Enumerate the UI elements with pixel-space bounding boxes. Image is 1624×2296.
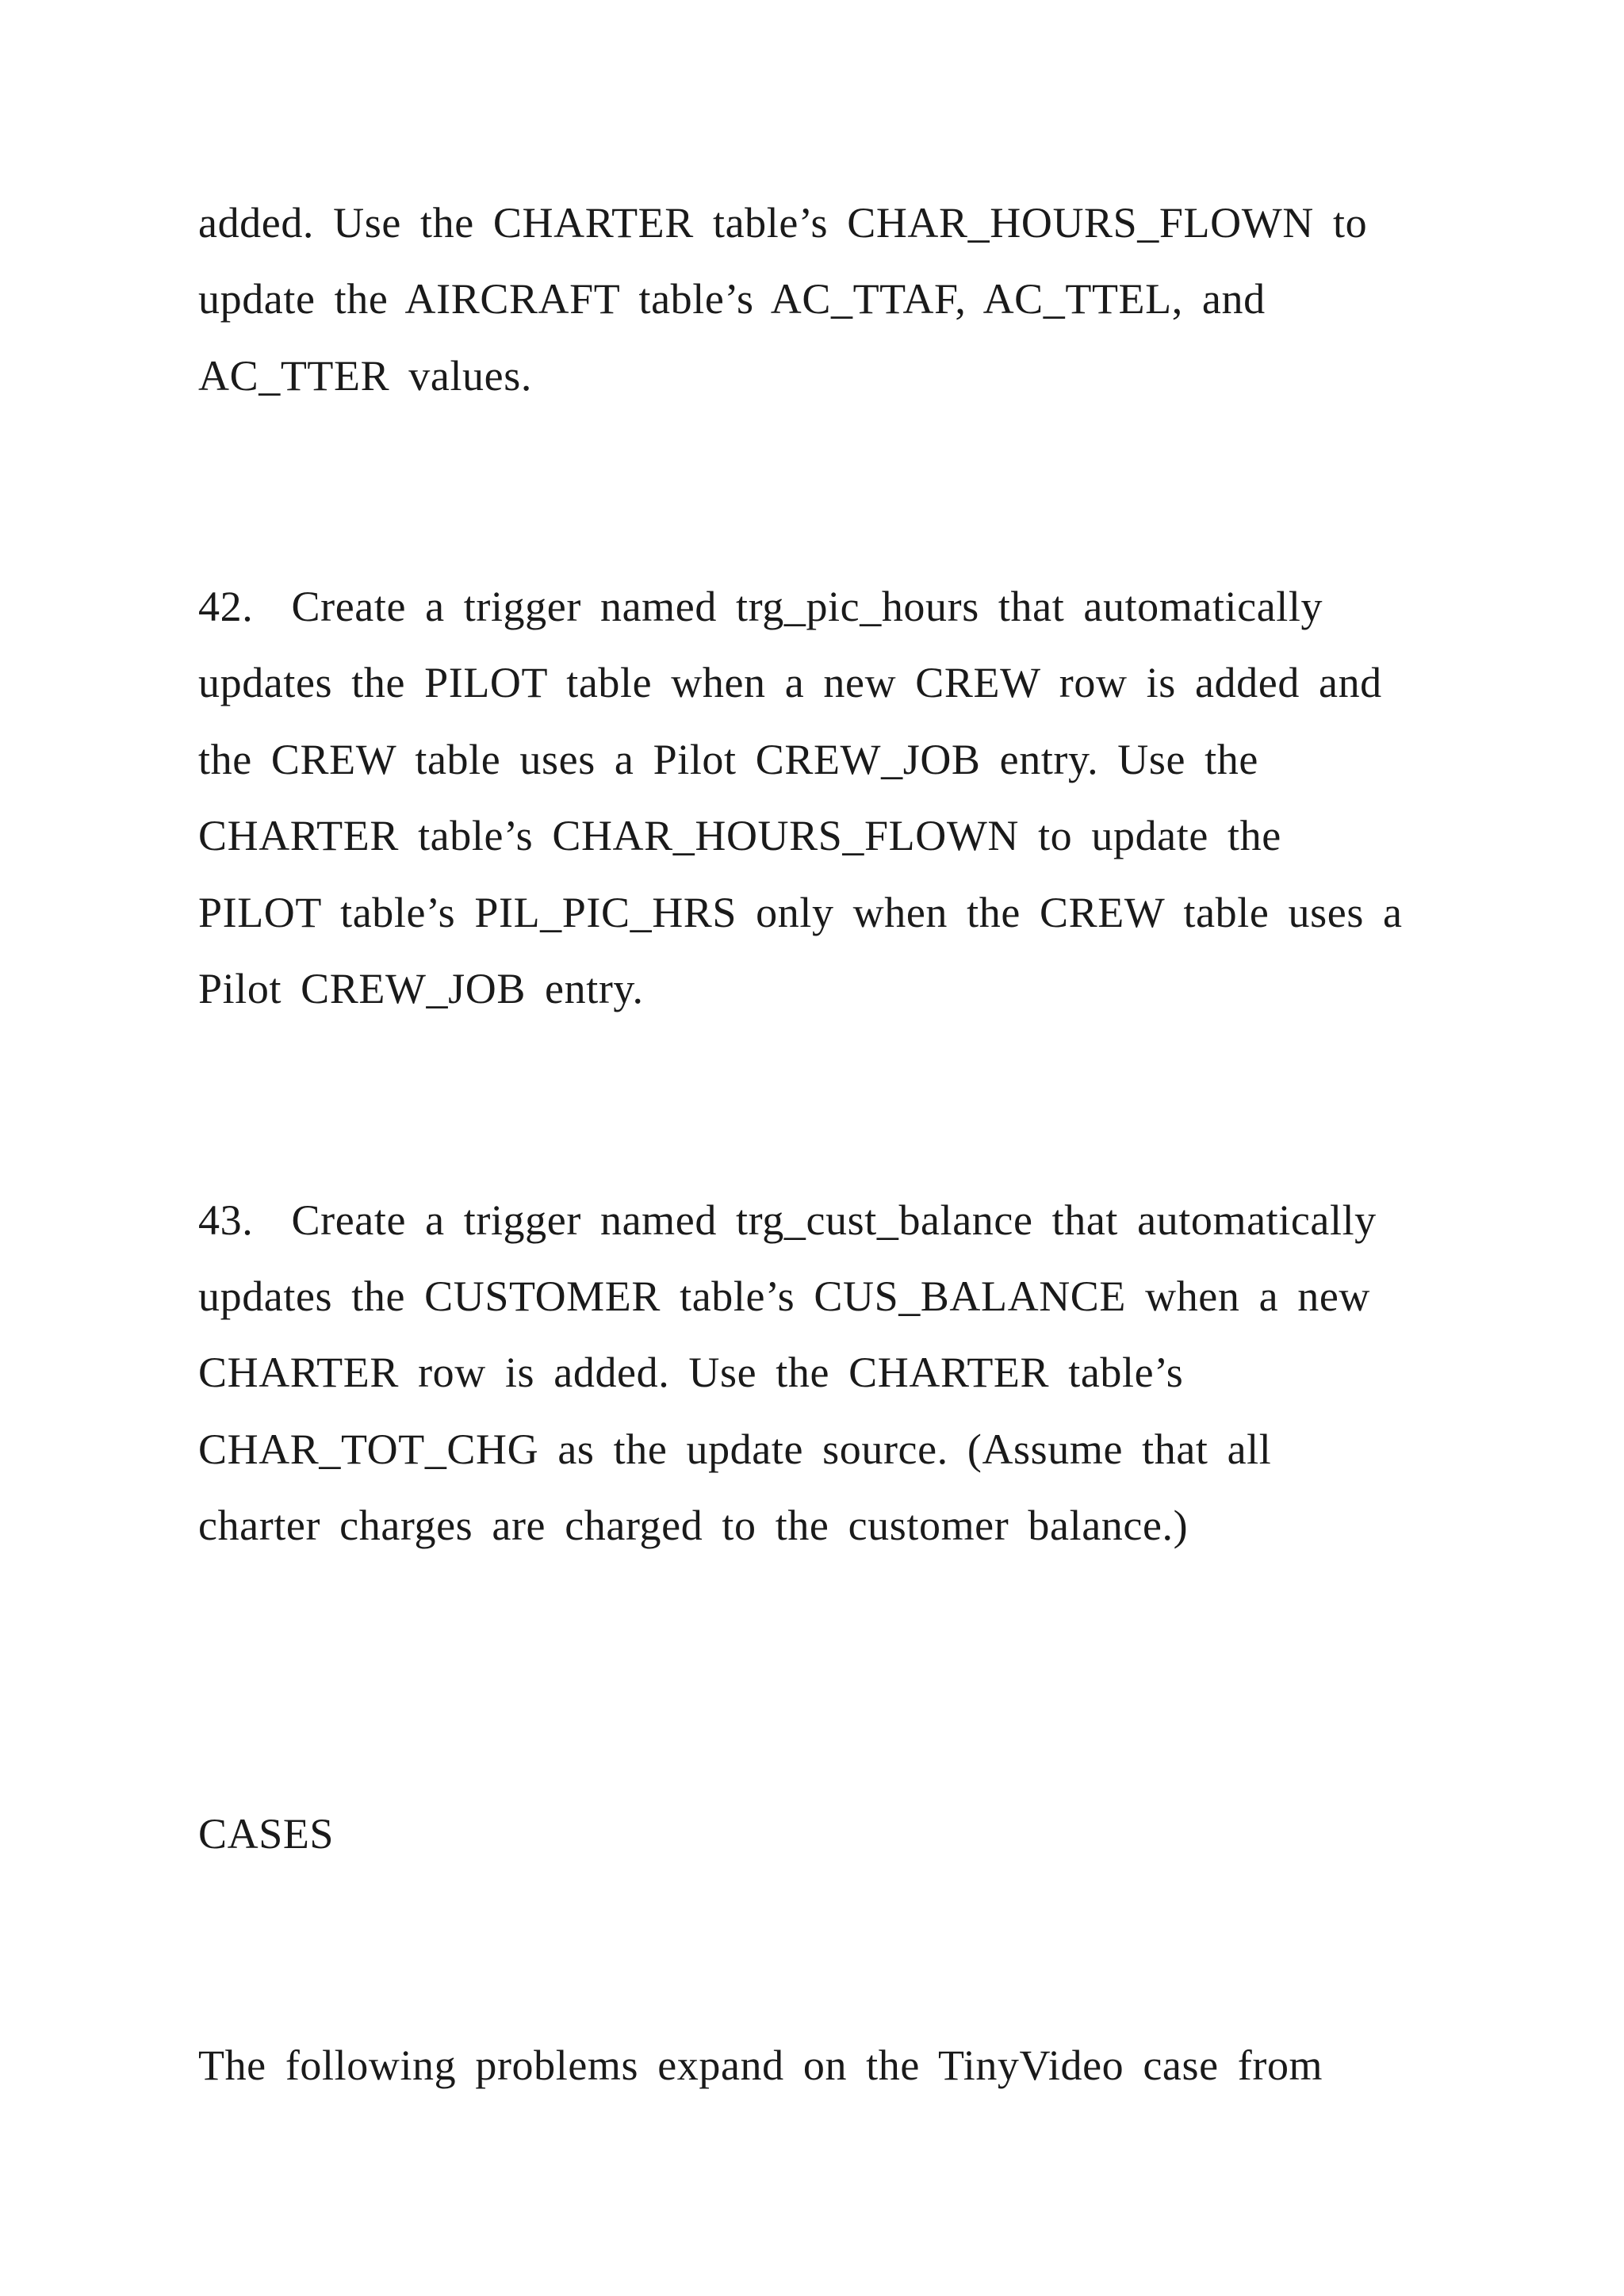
text-line: PILOT table’s PIL_PIC_HRS only when the CREW table uses a [198, 889, 1403, 936]
text-line: The following problems expand on the TinyVideo case from [198, 2042, 1323, 2089]
section-heading-cases: CASES [198, 1810, 335, 1858]
text-line: CHARTER row is added. Use the CHARTER table’s [198, 1349, 1184, 1396]
text-line: update the AIRCRAFT table’s AC_TTAF, AC_TTEL, and [198, 275, 1266, 323]
text-line: AC_TTER values. [198, 352, 532, 400]
text-line: 43. Create a trigger named trg_cust_balance that automatically [198, 1196, 1377, 1244]
text-line: 42. Create a trigger named trg_pic_hours that automatically [198, 583, 1323, 630]
text-line: CHARTER table’s CHAR_HOURS_FLOWN to update the [198, 812, 1281, 859]
text-line: updates the CUSTOMER table’s CUS_BALANCE when a new [198, 1272, 1370, 1320]
text-line: added. Use the CHARTER table’s CHAR_HOURS_FLOWN to [198, 199, 1368, 247]
text-line: updates the PILOT table when a new CREW row is added and [198, 659, 1382, 706]
text-line: the CREW table uses a Pilot CREW_JOB entry. Use the [198, 736, 1258, 783]
text-line: CHAR_TOT_CHG as the update source. (Assume that all [198, 1425, 1272, 1473]
text-line: charter charges are charged to the customer balance.) [198, 1502, 1189, 1549]
text-line: Pilot CREW_JOB entry. [198, 965, 644, 1012]
